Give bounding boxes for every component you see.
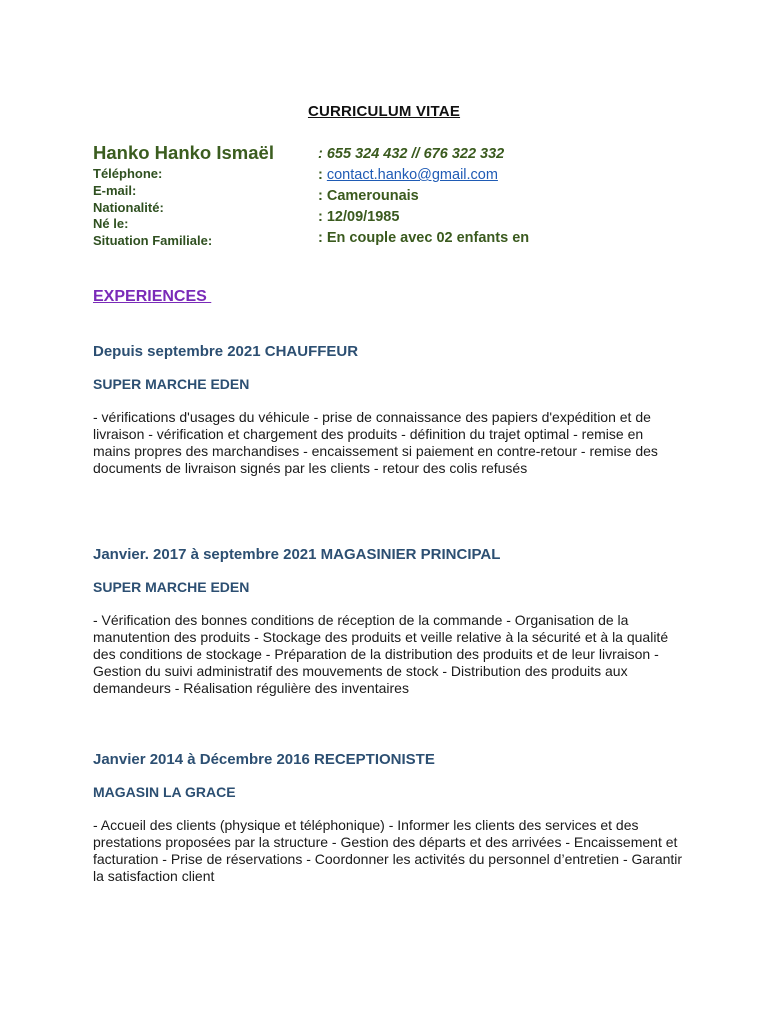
birthdate-value: : 12/09/1985 xyxy=(318,209,400,225)
birthdate-label: Né le: xyxy=(93,216,129,231)
family-status-value: : En couple avec 02 enfants en xyxy=(318,230,530,246)
experience-company: MAGASIN LA GRACE xyxy=(93,784,236,800)
experience-title: Janvier. 2017 à septembre 2021 MAGASINIER PRINCIPAL xyxy=(93,546,501,563)
experience-item xyxy=(93,546,683,697)
experiences-heading: EXPERIENCES xyxy=(93,288,212,305)
email-link[interactable]: contact.hanko@gmail.com xyxy=(326,167,498,183)
phone-value: : 655 324 432 // 676 322 332 xyxy=(318,146,505,162)
experience-description: - vérifications d'usages du véhicule - prise de connaissance des papiers d'expédition et de livraison - vérification et chargement des produits - définition du trajet optimal - remise en mains propres des marchandises - encaissement si paiement en contre-retour - remise des documents de livraison signés par les clients - retour des colis refusés xyxy=(93,409,658,476)
experience-company: SUPER MARCHE EDEN xyxy=(93,579,250,595)
experience-company: SUPER MARCHE EDEN xyxy=(93,376,250,392)
experience-description: - Accueil des clients (physique et téléphonique) - Informer les clients des services et des prestations proposées par la structure - Gestion des départs et des arrivées - Encaissement et facturation - Prise de réservations - Coordonner les activités du personnel d’entretien - Garantir la satisfaction client xyxy=(93,817,683,884)
email-prefix: : xyxy=(318,167,327,183)
experience-item xyxy=(93,751,683,885)
nationality-value: : Camerounais xyxy=(318,188,419,204)
experience-title: Janvier 2014 à Décembre 2016 RECEPTIONISTE xyxy=(93,751,435,768)
experience-description: - Vérification des bonnes conditions de réception de la commande - Organisation de la manutention des produits - Stockage des produits et veille relative à la sécurité et à la qualité des conditions de stockage - Préparation de la distribution des produits et de leur livraison - Gestion du suivi administratif des mouvements de stock - Distribution des produits aux demandeurs - Réalisation régulière des inventaires xyxy=(93,612,669,696)
email-value xyxy=(318,167,498,183)
experience-item xyxy=(93,343,683,477)
nationality-label: Nationalité: xyxy=(93,200,164,215)
family-status-label: Situation Familiale: xyxy=(93,233,213,248)
candidate-name: Hanko Hanko Ismaël xyxy=(93,142,274,163)
email-label: E-mail: xyxy=(93,183,137,198)
experience-title: Depuis septembre 2021 CHAUFFEUR xyxy=(93,343,359,360)
document-title: CURRICULUM VITAE xyxy=(307,103,461,120)
phone-label: Téléphone: xyxy=(93,166,163,181)
